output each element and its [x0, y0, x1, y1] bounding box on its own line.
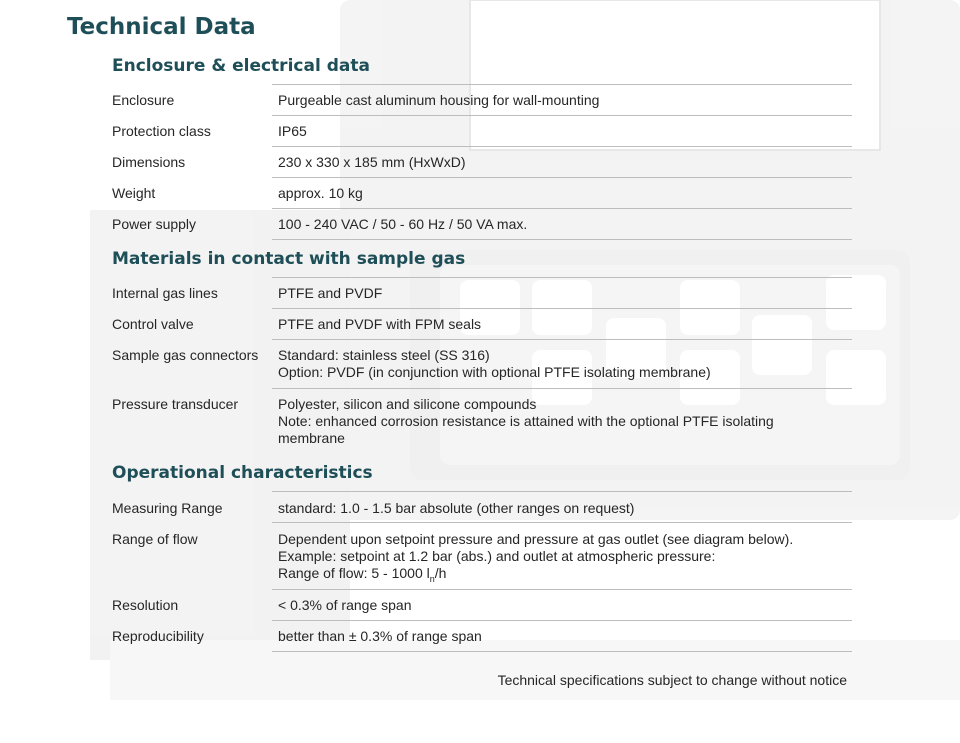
spec-value — [278, 316, 852, 333]
spec-label: Protection class — [112, 123, 211, 139]
spec-value — [278, 597, 852, 614]
spec-value-line: Dependent upon setpoint pressure and pressure at gas outlet (see diagram below). — [278, 531, 794, 547]
spec-value — [278, 92, 852, 109]
spec-label: Enclosure — [112, 92, 175, 108]
spec-value-line — [278, 565, 852, 588]
divider — [272, 491, 852, 492]
spec-value-line: Option: PVDF (in conjunction with optional PTFE isolating membrane) — [278, 364, 711, 380]
spec-label: Internal gas lines — [112, 285, 218, 301]
spec-label: Reproducibility — [112, 628, 204, 644]
spec-value — [278, 154, 852, 171]
divider — [272, 388, 852, 389]
spec-value-line: 230 x 330 x 185 mm (HxWxD) — [278, 154, 466, 170]
flow-unit-suffix: /h — [434, 565, 447, 581]
spec-value-line: Purgeable cast aluminum housing for wall-mounting — [278, 92, 600, 108]
divider — [272, 239, 852, 240]
spec-label: Measuring Range — [112, 500, 223, 516]
section-heading-enclosure: Enclosure & electrical data — [112, 56, 370, 76]
spec-value-line: Standard: stainless steel (SS 316) — [278, 347, 490, 363]
footnote: Technical specifications subject to change without notice — [497, 672, 847, 688]
spec-value — [278, 285, 852, 302]
divider — [272, 339, 852, 340]
divider — [272, 177, 852, 178]
spec-value-line: better than ± 0.3% of range span — [278, 628, 482, 644]
spec-label: Resolution — [112, 597, 179, 613]
divider — [272, 308, 852, 309]
divider — [272, 651, 852, 652]
spec-value — [278, 628, 852, 645]
flow-range-text: Range of flow: 5 - 1000 l — [278, 565, 430, 581]
divider — [272, 115, 852, 116]
divider — [272, 589, 852, 590]
spec-value — [278, 123, 852, 140]
spec-label: Control valve — [112, 316, 194, 332]
divider — [272, 84, 852, 85]
spec-value-line: 100 - 240 VAC / 50 - 60 Hz / 50 VA max. — [278, 216, 528, 232]
spec-label: Weight — [112, 185, 156, 201]
divider — [272, 208, 852, 209]
spec-label: Pressure transducer — [112, 396, 239, 412]
divider — [272, 146, 852, 147]
section-heading-materials: Materials in contact with sample gas — [112, 249, 466, 269]
spec-value-line: Note: enhanced corrosion resistance is attained with the optional PTFE isolating — [278, 413, 774, 429]
spec-value — [278, 185, 852, 202]
spec-value-line: PTFE and PVDF with FPM seals — [278, 316, 482, 332]
spec-value — [278, 396, 852, 447]
spec-value — [278, 500, 852, 517]
spec-value-line: < 0.3% of range span — [278, 597, 412, 613]
divider — [272, 620, 852, 621]
spec-value-line: approx. 10 kg — [278, 185, 363, 201]
spec-label: Sample gas connectors — [112, 347, 259, 363]
spec-label: Range of flow — [112, 531, 198, 547]
page-title: Technical Data — [67, 14, 256, 40]
spec-value-line: Example: setpoint at 1.2 bar (abs.) and outlet at atmospheric pressure: — [278, 548, 716, 564]
spec-value-line: PTFE and PVDF — [278, 285, 383, 301]
flow-unit-subscript: n — [429, 573, 435, 584]
spec-value — [278, 216, 852, 233]
spec-value-line: Polyester, silicon and silicone compounds — [278, 396, 537, 412]
spec-label: Dimensions — [112, 154, 186, 170]
spec-value-line: membrane — [278, 430, 345, 446]
divider — [272, 522, 852, 523]
spec-value-line: standard: 1.0 - 1.5 bar absolute (other ranges on request) — [278, 500, 635, 516]
spec-value-line: IP65 — [278, 123, 307, 139]
divider — [272, 277, 852, 278]
spec-label: Power supply — [112, 216, 197, 232]
section-heading-operational: Operational characteristics — [112, 463, 373, 483]
spec-value — [278, 347, 852, 381]
spec-value — [278, 531, 852, 588]
